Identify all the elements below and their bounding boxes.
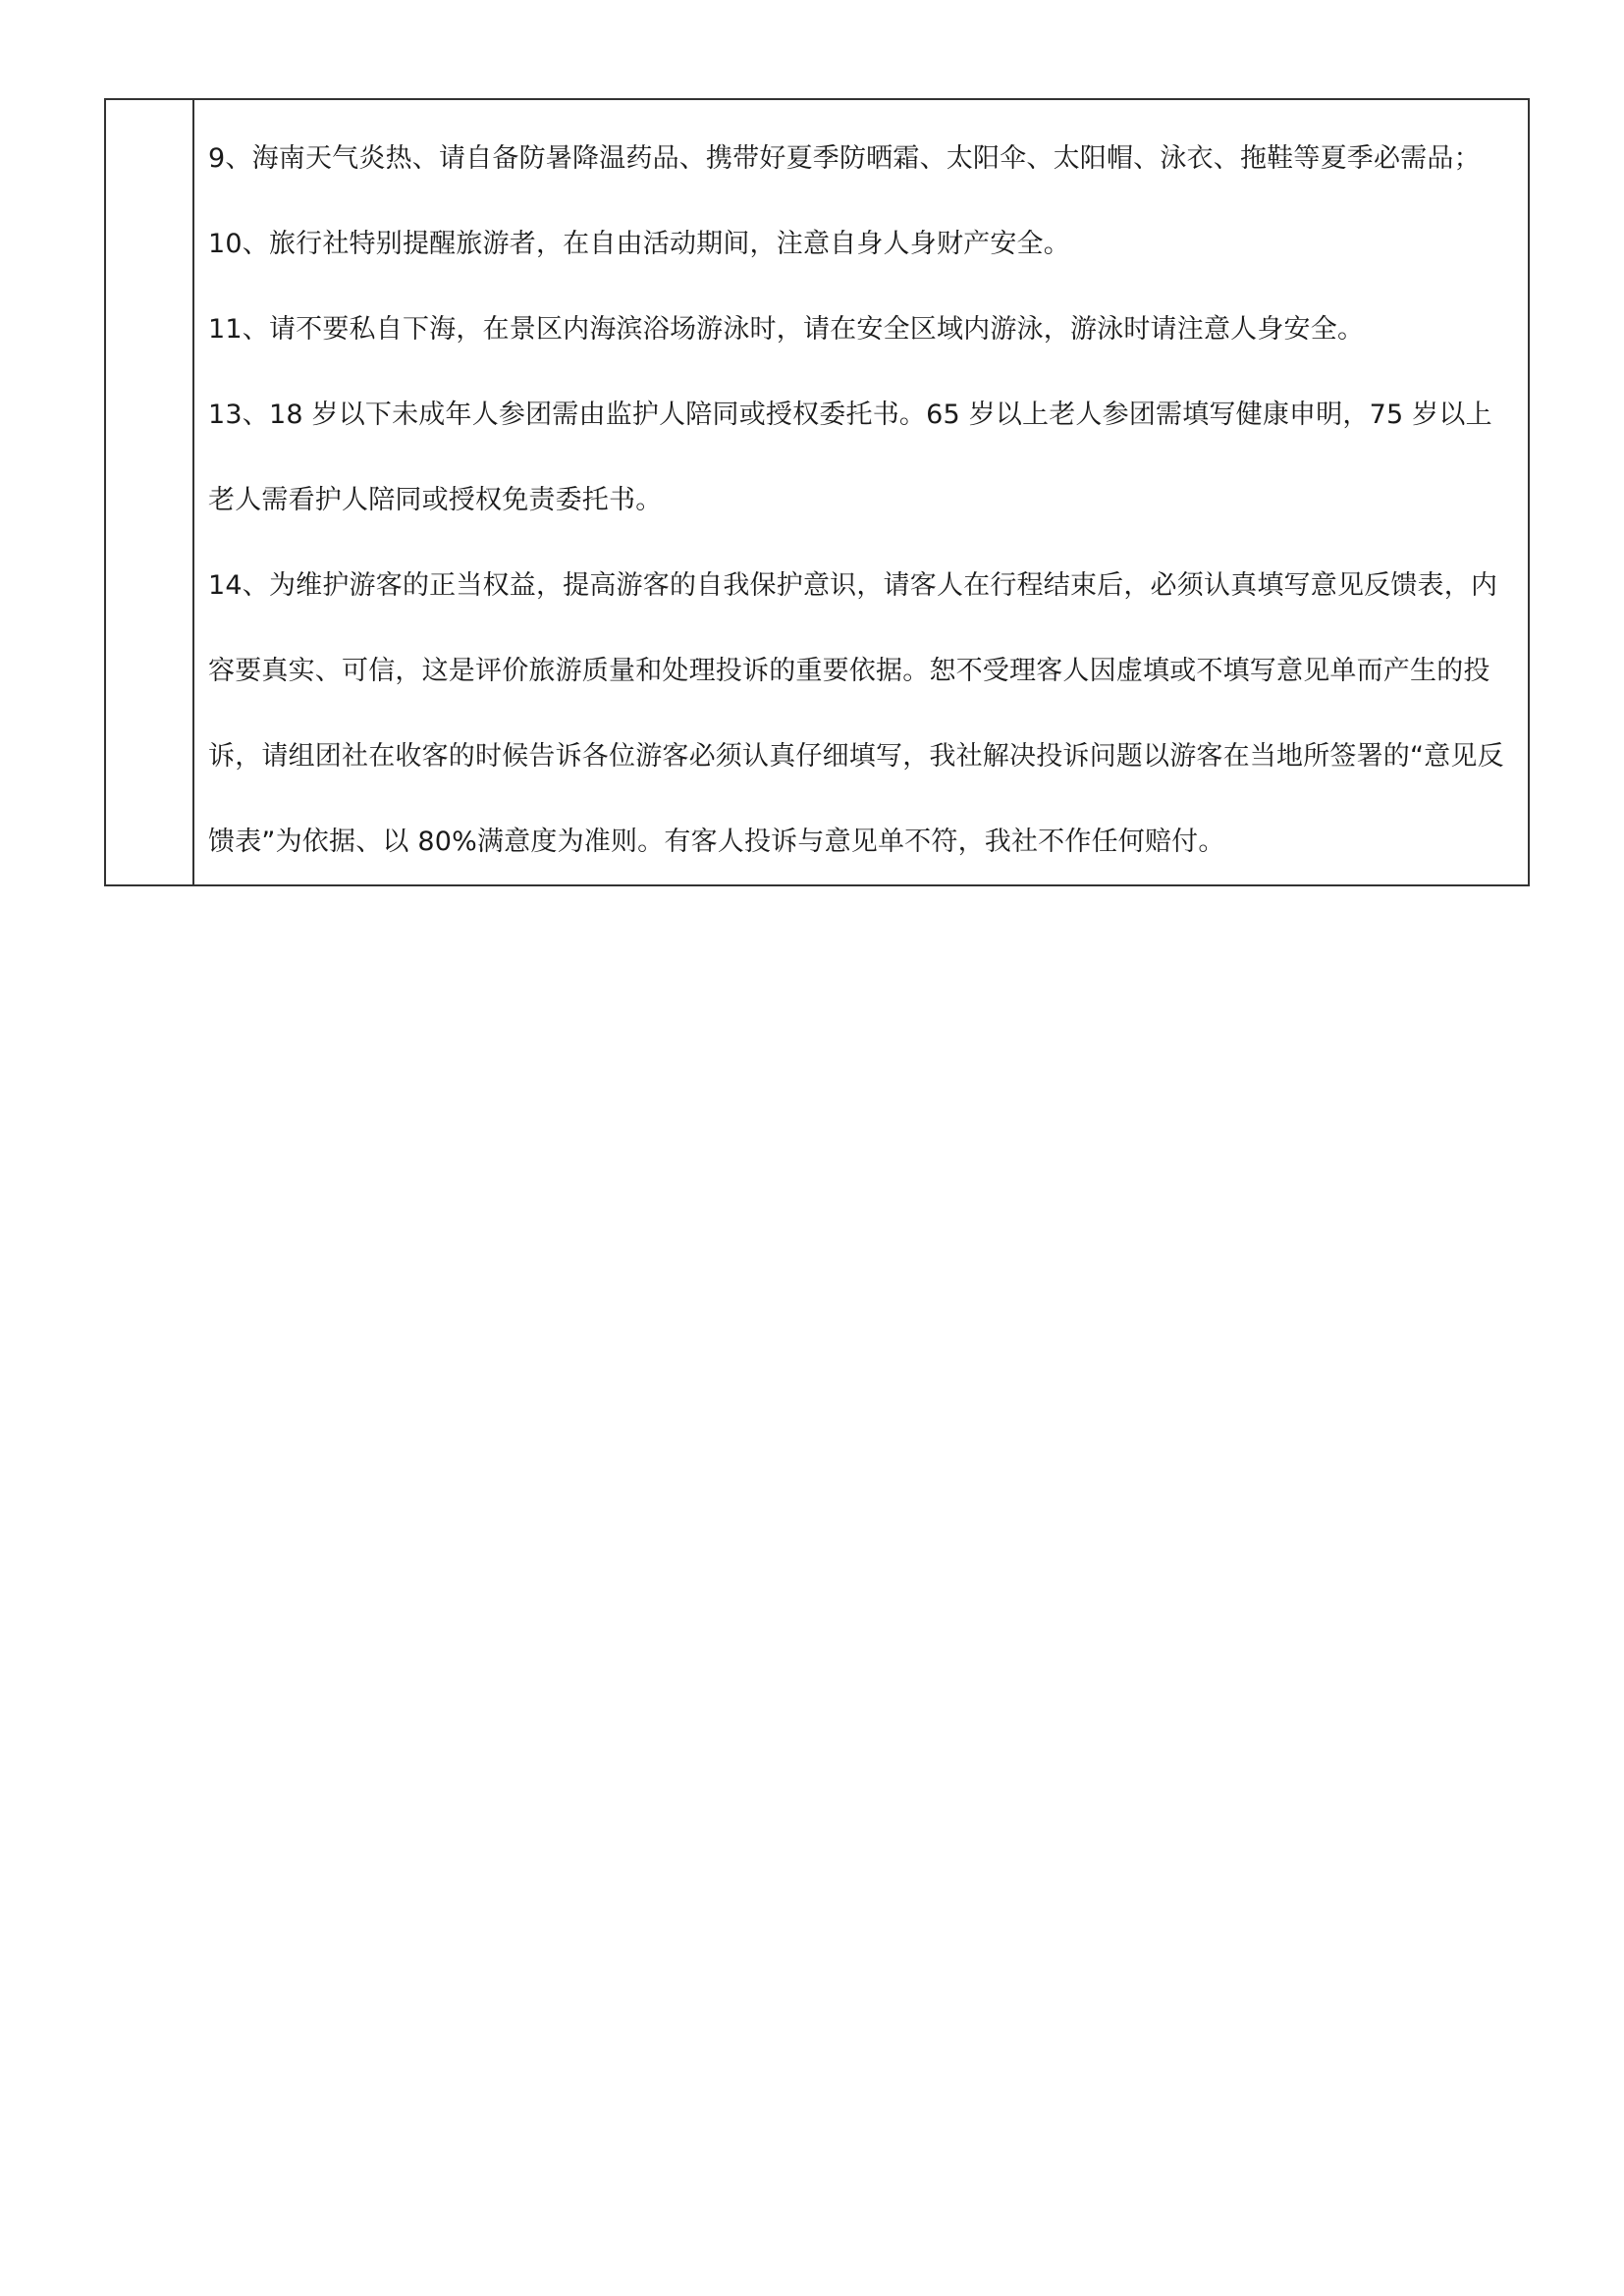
notes-table <box>104 98 1530 886</box>
list-item: 13、18 岁以下未成年人参团需由监护人陪同或授权委托书。65 岁以上老人参团需填写健康申明，75 岁以上老人需看护人陪同或授权免责委托书。 <box>208 400 1492 515</box>
label-cell <box>105 99 193 885</box>
table-row <box>105 99 1529 885</box>
list-item: 10、旅行社特别提醒旅游者，在自由活动期间，注意自身人身财产安全。 <box>208 229 1070 259</box>
list-item: 11、请不要私自下海，在景区内海滨浴场游泳时，请在安全区域内游泳，游泳时请注意人身安全。 <box>208 314 1365 345</box>
list-item: 9、海南天气炎热、请自备防暑降温药品、携带好夏季防晒霜、太阳伞、太阳帽、泳衣、拖鞋等夏季必需品； <box>208 143 1481 174</box>
notes-cell <box>193 99 1529 885</box>
list-item: 14、为维护游客的正当权益，提高游客的自我保护意识，请客人在行程结束后，必须认真填写意见反馈表，内容要真实、可信，这是评价旅游质量和处理投诉的重要依据。恕不受理客人因虚填或不填写意见单而产生的投诉，请组团社在收客的时候告诉各位游客必须认真仔细填写，我社解决投诉问题以游客在当地所签署的“意见反馈表”为依据、以 80%满意度为准则。有客人投诉与意见单不符，我社不作任何赔付。 <box>208 570 1504 857</box>
